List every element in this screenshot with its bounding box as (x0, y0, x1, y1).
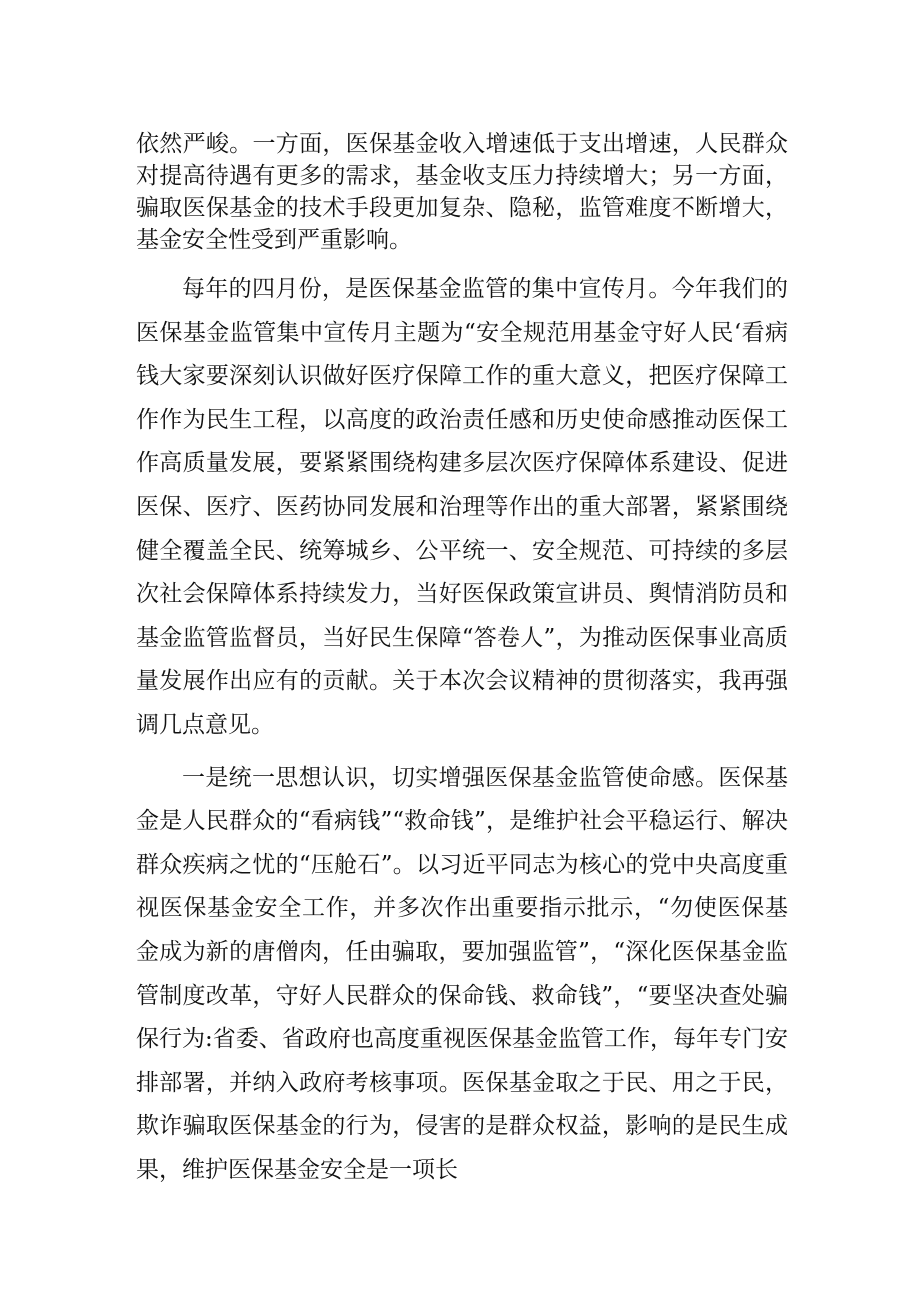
paragraph-point-one: 一是统一思想认识，切实增强医保基金监管使命感。医保基金是人民群众的“看病钱”“救命钱”，是维护社会平稳运行、解决群众疾病之忧的“压舱石”。以习近平同志为核心的党中央高度重视医保基金安全工作，并多次作出重要指示批示，“勿使医保基金成为新的唐僧肉，任由骗取，要加强监管”，“深化医保基金监管制度改革，守好人民群众的保命钱、救命钱”，“要坚决查处骗保行为:省委、省政府也高度重视医保基金监管工作，每年专门安排部署，并纳入政府考核事项。医保基金取之于民、用之于民，欺诈骗取医保基金的行为，侵害的是群众权益，影响的是民生成果，维护医保基金安全是一项长 (136, 764, 788, 1183)
paragraph-publicity-month: 每年的四月份，是医保基金监管的集中宣传月。今年我们的医保基金监管集中宣传月主题为“安全规范用基金守好人民‘看病钱大家要深刻认识做好医疗保障工作的重大意义，把医疗保障工作作为民生工程，以高度的政治责任感和历史使命感推动医保工作高质量发展，要紧紧围绕构建多层次医疗保障体系建设、促进医保、医疗、医药协同发展和治理等作出的重大部署，紧紧围绕健全覆盖全民、统筹城乡、公平统一、安全规范、可持续的多层次社会保障体系持续发力，当好医保政策宣讲员、舆情消防员和基金监管监督员，当好民生保障“答卷人”，为推动医保事业高质量发展作出应有的贡献。关于本次会议精神的贯彻落实，我再强调几点意见。 (136, 276, 788, 738)
document-body (136, 128, 788, 1192)
paragraph-continuation: 依然严峻。一方面，医保基金收入增速低于支出增速，人民群众对提高待遇有更多的需求，基金收支压力持续增大；另一方面，骗取医保基金的技术手段更加复杂、隐秘，监管难度不断增大，基金安全性受到严重影响。 (136, 131, 788, 253)
